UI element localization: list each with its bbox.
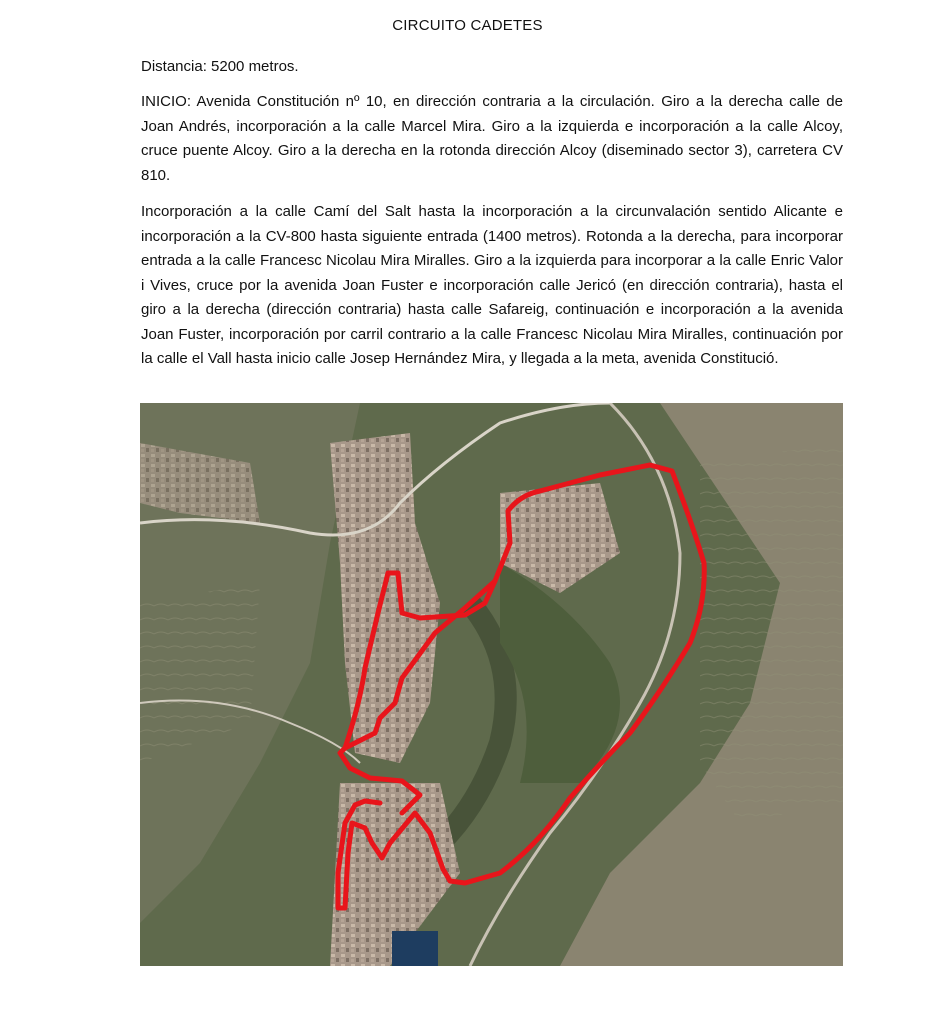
- route-paragraph: Incorporación a la calle Camí del Salt hasta la incorporación a la circunvalación sentido Alicante e incorporación a la CV-800 hasta siguiente entrada (1400 metros). Rotonda a la derecha, para incorporar entrada a la calle Francesc Nicolau Mira Miralles. Giro a la izquierda para incorporar a la calle Enric Valor i Vives, cruce por la avenida Joan Fuster e incorporación calle Jericó (en dirección contraria), hasta el giro a la derecha (dirección contraria) hasta calle Safareig, continuación e incorporación a la avenida Joan Fuster, incorporación por carril contrario a la calle Francesc Nicolau Mira Miralles, continuación por la calle el Vall hasta inicio calle Josep Hernández Mira, y llegada a la meta, avenida Constitució.: [141, 203, 843, 367]
- distance-text: Distancia: 5200 metros.: [141, 58, 299, 75]
- start-paragraph: INICIO: Avenida Constitución nº 10, en dirección contraria a la circulación. Giro a la derecha calle de Joan Andrés, incorporación a la calle Marcel Mira. Giro a la izquierda e incorporación a la calle Alcoy, cruce puente Alcoy. Giro a la derecha en la rotonda dirección Alcoy (diseminado sector 3), carretera CV 810.: [141, 93, 843, 184]
- route-aerial-map: [140, 403, 843, 966]
- map-svg: [140, 403, 843, 966]
- map-fields-east: [700, 443, 843, 823]
- page-title: CIRCUITO CADETES: [392, 17, 543, 34]
- map-reservoir: [392, 931, 438, 966]
